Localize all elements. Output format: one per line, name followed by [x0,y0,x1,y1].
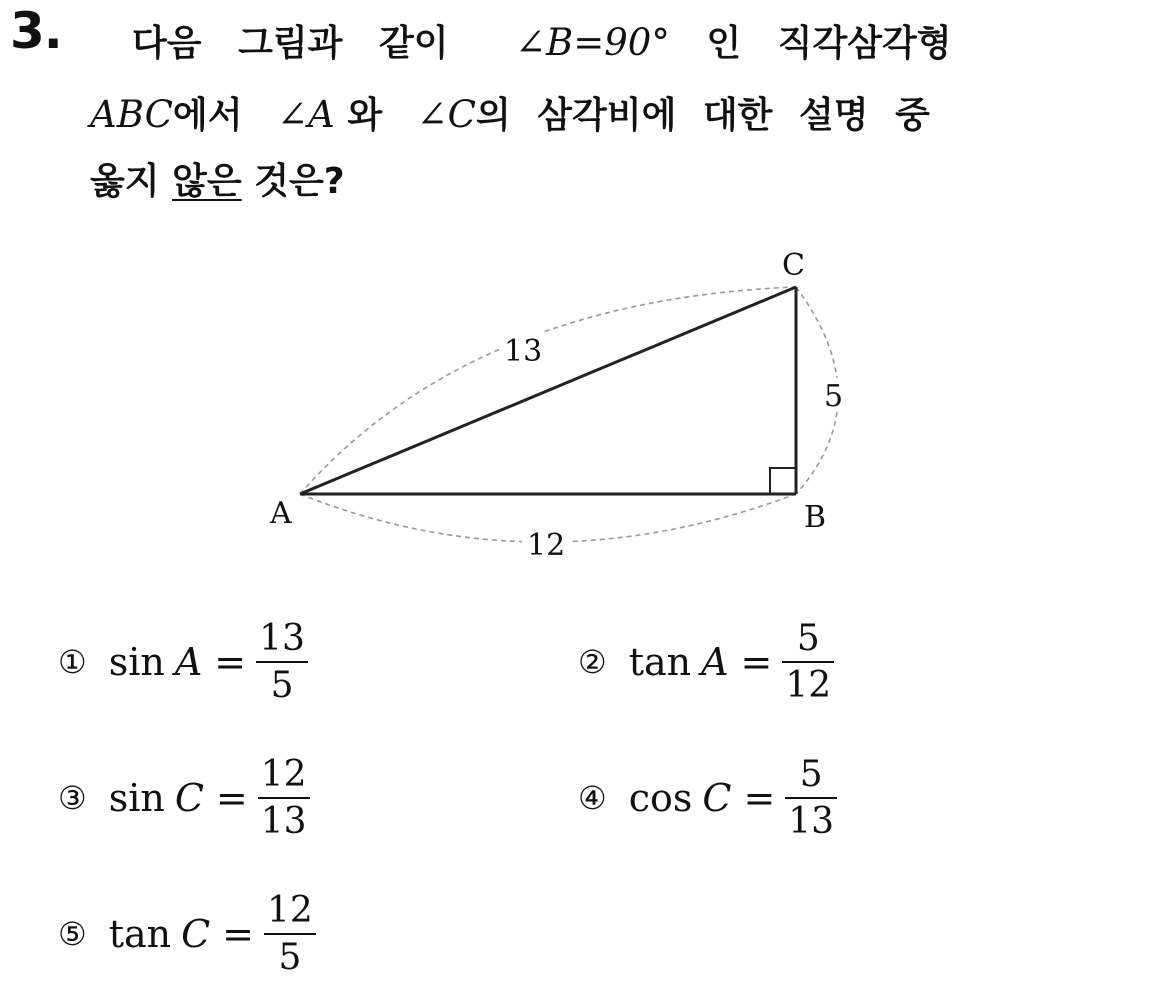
question-text: 와 [347,95,383,136]
equals-sign: = [215,776,248,821]
question-text: 에서 [172,95,243,136]
choice-number: ② [578,643,607,682]
side-label-ab: 12 [527,528,566,563]
underlined-not: 않은 [172,161,242,202]
angle-c-expression: ∠C [416,93,476,136]
angle-variable: C [174,776,204,821]
denominator: 13 [788,800,835,842]
choice-number: ① [58,643,87,682]
choice-5[interactable] [58,892,316,977]
question-text: 옳지 [90,161,160,202]
choice-1[interactable] [58,620,308,705]
question-text: 것은? [254,161,345,202]
numerator: 12 [267,890,313,931]
vertex-label-a: A [270,496,292,531]
side-label-ac: 13 [504,334,543,369]
numerator: 12 [260,754,307,795]
trig-function: cos [628,776,693,821]
choice-number: ③ [58,779,87,818]
denominator: 13 [260,800,307,842]
trig-function: tan [108,912,172,957]
denominator: 5 [278,936,302,978]
equals-sign: = [214,640,247,685]
vertex-label-b: B [804,500,827,535]
choice-4[interactable] [578,756,837,841]
trig-function: sin [108,640,165,685]
triangle-name: ABC [90,93,173,136]
choice-2[interactable] [578,620,834,705]
angle-variable: A [174,640,203,685]
denominator: 5 [270,664,294,706]
angle-a-expression: ∠A [277,93,335,136]
choice-number: ⑤ [58,915,87,954]
fraction [785,756,837,841]
question-text: 의 삼각비에 대한 설명 중 [475,95,930,136]
side-ac [300,287,796,494]
fraction [256,620,308,705]
choice-3[interactable] [58,756,310,841]
numerator: 13 [259,618,305,659]
angle-variable: A [701,640,729,685]
question-number: 3. [10,2,62,60]
choice-number: ④ [578,779,607,818]
fraction [782,620,834,705]
numerator: 5 [796,618,820,659]
trig-function: sin [108,776,165,821]
denominator: 12 [785,664,832,706]
equals-sign: = [743,776,776,821]
equals-sign: = [740,640,773,685]
right-angle-marker [770,468,796,494]
angle-variable: C [702,776,732,821]
trig-function: tan [628,640,692,685]
equals-sign: = [222,912,255,957]
numerator: 5 [799,754,823,795]
fraction [258,756,310,841]
question-text: 다음 그림과 같이 [132,23,449,64]
angle-b-expression: ∠B=90° [515,21,670,64]
question-text: 인 직각삼각형 [706,23,952,64]
angle-variable: C [181,912,211,957]
vertex-label-c: C [782,248,805,283]
fraction [264,892,316,977]
side-label-bc: 5 [824,379,844,414]
